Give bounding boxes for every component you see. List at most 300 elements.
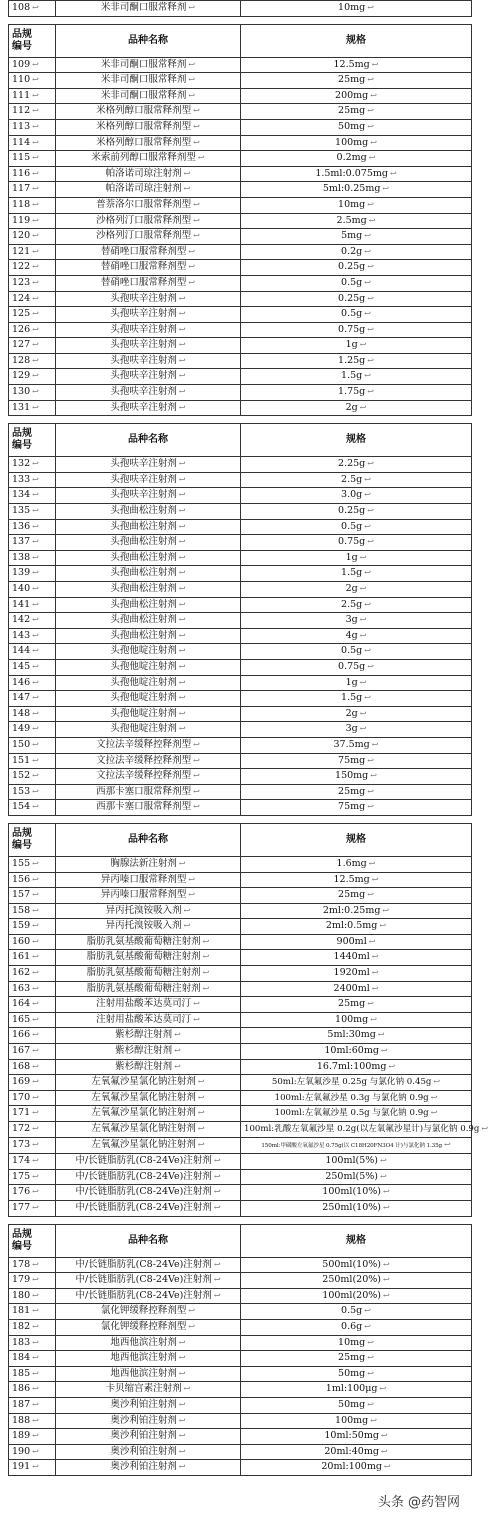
return-mark: ↩: [383, 1275, 390, 1285]
row-spec: [241, 1169, 472, 1185]
row-spec-text: 12.5mg: [333, 58, 370, 70]
row-drug-name: [56, 934, 241, 950]
row-spec-text: 0.75g: [338, 660, 366, 672]
row-spec-text: 2.25g: [338, 458, 366, 470]
table-row: [9, 934, 472, 950]
row-spec: [241, 488, 472, 504]
return-mark: ↩: [32, 137, 39, 147]
return-mark: ↩: [32, 459, 39, 469]
table-row: [9, 919, 472, 935]
table-row: [9, 800, 472, 816]
return-mark: ↩: [380, 1046, 388, 1056]
return-mark: ↩: [178, 1337, 186, 1347]
return-mark: ↩: [32, 153, 39, 163]
return-mark: ↩: [32, 1014, 39, 1024]
row-drug-name-text: 左氧氟沙星氯化钠注射剂: [91, 1107, 196, 1119]
row-spec-text: 0.5g: [341, 276, 363, 288]
row-spec: [241, 950, 472, 966]
row-code-text: 146: [12, 676, 31, 688]
row-code-text: 164: [12, 998, 31, 1010]
table-row: [9, 291, 472, 307]
return-mark: ↩: [193, 106, 200, 116]
row-code-text: 155: [12, 857, 31, 869]
return-mark: ↩: [367, 1368, 374, 1378]
return-mark: ↩: [32, 1415, 39, 1425]
return-mark: ↩: [197, 1140, 205, 1150]
row-drug-name-text: 头孢他啶注射剂: [110, 660, 177, 672]
return-mark: ↩: [188, 874, 196, 884]
row-code: [9, 934, 56, 950]
return-mark: ↩: [32, 293, 39, 303]
row-drug-name: [56, 369, 241, 385]
return-mark: ↩: [32, 1462, 39, 1472]
row-spec-text: 0.25g: [338, 505, 366, 517]
row-drug-name: [56, 1413, 241, 1429]
return-mark: ↩: [32, 905, 39, 915]
row-spec-text: 2g: [345, 583, 358, 594]
return-mark: ↩: [188, 75, 196, 85]
return-mark: ↩: [359, 552, 367, 562]
header-spec-text: 规格: [346, 434, 366, 446]
row-code: [9, 1257, 56, 1273]
return-mark: ↩: [188, 3, 196, 12]
row-code-text: 132: [12, 458, 31, 470]
row-spec: [241, 1075, 472, 1091]
row-spec-text: 25mg: [338, 105, 366, 117]
row-spec-text: 2.5g: [341, 473, 363, 485]
row-code: [9, 675, 56, 691]
row-spec-text: 3.0g: [341, 489, 363, 501]
row-drug-name-text: 注射用盐酸苯达莫司汀: [96, 998, 192, 1010]
row-spec: [241, 1460, 472, 1476]
table-row: [9, 213, 472, 229]
table-row: [9, 1090, 472, 1106]
return-mark: ↩: [188, 890, 196, 900]
row-code: [9, 1137, 56, 1154]
row-drug-name: [56, 737, 241, 753]
row-spec-text: 25mg: [338, 889, 366, 901]
row-drug-name-text: 脂肪乳氨基酸葡萄糖注射剂: [86, 951, 201, 963]
row-spec: [241, 1444, 472, 1460]
row-code: [9, 1304, 56, 1320]
return-mark: ↩: [32, 1140, 39, 1150]
row-code-text: 179: [12, 1274, 31, 1286]
header-name: [56, 424, 241, 457]
row-drug-name: [56, 784, 241, 800]
return-mark: ↩: [213, 1171, 221, 1181]
row-spec: [241, 1028, 472, 1044]
row-drug-name-text: 米格列醇口服常释剂型: [96, 136, 192, 148]
table-row: [9, 1413, 472, 1429]
row-drug-name-text: 脂肪乳氨基酸葡萄糖注射剂: [86, 935, 201, 947]
return-mark: ↩: [178, 474, 186, 484]
return-mark: ↩: [32, 309, 39, 319]
return-mark: ↩: [370, 137, 377, 147]
table-row: [9, 888, 472, 904]
return-mark: ↩: [32, 1092, 39, 1102]
row-spec: [241, 338, 472, 354]
return-mark: ↩: [367, 355, 374, 365]
header-code-line1: 品规: [12, 428, 32, 440]
row-code-text: 183: [12, 1336, 31, 1348]
row-spec: [241, 1090, 472, 1106]
row-drug-name: [56, 385, 241, 401]
row-drug-name-text: 地西他滨注射剂: [110, 1352, 177, 1364]
row-code-text: 158: [12, 904, 31, 916]
row-spec-text: 0.2g: [341, 245, 363, 257]
return-mark: ↩: [364, 568, 371, 578]
table-row: [9, 385, 472, 401]
row-spec-text: 150ml:甲磺酸左氧氟沙星 0.75g(以 C18H20FN3O4 计)与氯化钠 1.35g: [261, 1142, 443, 1149]
row-spec-text: 25mg: [338, 1352, 366, 1364]
return-mark: ↩: [213, 1156, 221, 1166]
row-code: [9, 88, 56, 104]
table-header-row: [9, 1224, 472, 1257]
row-code: [9, 182, 56, 198]
return-mark: ↩: [367, 506, 374, 516]
row-drug-name: [56, 322, 241, 338]
row-spec-text: 1.5g: [341, 370, 363, 382]
return-mark: ↩: [359, 340, 367, 350]
row-drug-name: [56, 353, 241, 369]
drug-spec-table: [8, 0, 472, 17]
row-spec: [241, 135, 472, 151]
return-mark: ↩: [32, 215, 39, 225]
row-drug-name: [56, 1366, 241, 1382]
return-mark: ↩: [32, 490, 39, 500]
return-mark: ↩: [32, 646, 39, 656]
row-code-text: 175: [12, 1170, 31, 1182]
row-spec-text: 3g: [345, 723, 358, 735]
return-mark: ↩: [359, 584, 367, 593]
row-drug-name: [56, 613, 241, 629]
return-mark: ↩: [178, 340, 186, 350]
return-mark: ↩: [364, 599, 371, 609]
return-mark: ↩: [367, 3, 374, 12]
row-code-text: 127: [12, 339, 31, 351]
return-mark: ↩: [32, 106, 39, 116]
row-code: [9, 275, 56, 291]
row-spec: [241, 353, 472, 369]
row-drug-name: [56, 1012, 241, 1028]
row-code-text: 149: [12, 723, 31, 735]
row-drug-name-text: 米非司酮口服常释剂: [100, 58, 187, 70]
return-mark: ↩: [32, 1446, 39, 1456]
row-spec: [241, 1044, 472, 1060]
row-code-text: 169: [12, 1076, 31, 1088]
row-code: [9, 291, 56, 307]
row-drug-name: [56, 1200, 241, 1216]
return-mark: ↩: [379, 1156, 387, 1166]
table-row: [9, 737, 472, 753]
row-spec-text: 1g: [345, 339, 358, 351]
row-code-text: 170: [12, 1091, 31, 1103]
row-drug-name: [56, 919, 241, 935]
return-mark: ↩: [367, 199, 374, 209]
row-drug-name-text: 头孢呋辛注射剂: [110, 489, 177, 501]
row-drug-name-text: 米格列醇口服常释剂型: [96, 120, 192, 132]
row-drug-name: [56, 535, 241, 551]
row-drug-name-text: 左氧氟沙星氯化钠注射剂: [91, 1139, 196, 1151]
row-spec-text: 2.5g: [341, 598, 363, 610]
row-drug-name: [56, 1273, 241, 1289]
table-row: [9, 691, 472, 707]
return-mark: ↩: [32, 521, 39, 531]
return-mark: ↩: [202, 936, 210, 946]
row-spec: [241, 628, 472, 644]
return-mark: ↩: [364, 309, 371, 319]
return-mark: ↩: [367, 1353, 374, 1363]
row-code-text: 144: [12, 645, 31, 657]
row-drug-name-text: 头孢他啶注射剂: [110, 645, 177, 657]
return-mark: ↩: [32, 1275, 39, 1285]
row-code: [9, 613, 56, 629]
drug-spec-table: [8, 1224, 472, 1476]
return-mark: ↩: [380, 1431, 388, 1441]
row-drug-name-text: 异丙托溴铵吸入剂: [105, 904, 182, 916]
row-code: [9, 800, 56, 816]
row-spec: [241, 1382, 472, 1398]
row-spec: [241, 981, 472, 997]
row-code-text: 157: [12, 889, 31, 901]
row-drug-name-text: 氯化钾缓释控释剂型: [100, 1320, 187, 1332]
return-mark: ↩: [359, 708, 367, 718]
return-mark: ↩: [193, 739, 200, 749]
row-spec: [241, 784, 472, 800]
row-spec: [241, 291, 472, 307]
return-mark: ↩: [32, 231, 39, 241]
return-mark: ↩: [444, 1139, 451, 1149]
row-code-text: 137: [12, 536, 31, 548]
header-spec-text: 规格: [346, 1234, 366, 1246]
row-code-text: 189: [12, 1430, 31, 1442]
row-code: [9, 1413, 56, 1429]
row-spec-text: 150mg: [335, 770, 369, 782]
return-mark: ↩: [178, 552, 186, 562]
header-spec: [241, 424, 472, 457]
row-drug-name: [56, 1397, 241, 1413]
row-code-text: 154: [12, 801, 31, 813]
row-drug-name-text: 异丙嗪口服常释剂型: [100, 889, 187, 901]
table-row: [9, 369, 472, 385]
table-row: [9, 950, 472, 966]
row-code: [9, 1044, 56, 1060]
row-code-text: 166: [12, 1029, 31, 1041]
row-spec-text: 50mg: [338, 1398, 366, 1410]
row-spec: [241, 400, 472, 416]
return-mark: ↩: [383, 1187, 390, 1197]
return-mark: ↩: [197, 153, 205, 163]
return-mark: ↩: [188, 277, 196, 287]
row-drug-name-text: 中/长链脂肪乳(C8-24Ve)注射剂: [75, 1186, 212, 1198]
return-mark: ↩: [32, 983, 39, 993]
row-drug-name: [56, 229, 241, 245]
row-spec-text: 50mg: [338, 1367, 366, 1379]
row-spec-text: 1.5ml:0.075mg: [315, 167, 388, 179]
return-mark: ↩: [32, 1306, 39, 1316]
header-name-text: 品种名称: [128, 833, 168, 845]
return-mark: ↩: [32, 1431, 39, 1441]
return-mark: ↩: [32, 1046, 39, 1056]
row-spec-text: 250ml(10%): [322, 1201, 381, 1213]
return-mark: ↩: [371, 59, 379, 69]
row-drug-name-text: 头孢曲松注射剂: [110, 598, 177, 610]
row-drug-name: [56, 1429, 241, 1445]
row-code: [9, 659, 56, 675]
return-mark: ↩: [389, 168, 397, 178]
row-spec: [241, 1351, 472, 1367]
return-mark: ↩: [178, 615, 186, 625]
row-code: [9, 1106, 56, 1122]
return-mark: ↩: [383, 1259, 390, 1269]
row-drug-name-text: 米格列醇口服常释剂型: [96, 105, 192, 117]
row-code-text: 133: [12, 473, 31, 485]
return-mark: ↩: [32, 890, 39, 900]
return-mark: ↩: [188, 90, 196, 100]
return-mark: ↩: [188, 1321, 196, 1331]
row-spec-text: 1920ml: [333, 967, 370, 979]
row-code-text: 116: [12, 167, 31, 179]
table-row: [9, 1075, 472, 1091]
return-mark: ↩: [367, 1399, 374, 1409]
return-mark: ↩: [197, 1077, 205, 1087]
return-mark: ↩: [178, 708, 186, 718]
row-code: [9, 322, 56, 338]
row-spec: [241, 1012, 472, 1028]
row-spec-text: 75mg: [338, 754, 366, 766]
return-mark: ↩: [359, 402, 367, 412]
return-mark: ↩: [379, 1171, 387, 1181]
table-row: [9, 400, 472, 416]
row-code-text: 129: [12, 370, 31, 382]
row-drug-name-text: 异丙嗪口服常释剂型: [100, 873, 187, 885]
row-code-text: 182: [12, 1320, 31, 1332]
row-spec: [241, 706, 472, 722]
table-row: [9, 307, 472, 323]
table-row: [9, 135, 472, 151]
return-mark: ↩: [371, 874, 379, 884]
return-mark: ↩: [364, 521, 371, 531]
row-drug-name: [56, 628, 241, 644]
row-code-text: 113: [12, 120, 31, 132]
row-drug-name: [56, 722, 241, 738]
row-drug-name-text: 头孢曲松注射剂: [110, 614, 177, 626]
row-drug-name: [56, 57, 241, 73]
row-drug-name-text: 头孢他啶注射剂: [110, 692, 177, 704]
header-code-line1: 品规: [12, 827, 32, 839]
return-mark: ↩: [32, 1368, 39, 1378]
row-spec: [241, 457, 472, 473]
row-code-text: 188: [12, 1414, 31, 1426]
return-mark: ↩: [371, 739, 379, 749]
row-code-text: 180: [12, 1289, 31, 1301]
row-code-text: 147: [12, 692, 31, 704]
row-code: [9, 488, 56, 504]
table-row: [9, 73, 472, 89]
return-mark: ↩: [178, 1353, 186, 1363]
row-spec: [241, 675, 472, 691]
return-mark: ↩: [359, 724, 367, 734]
row-spec-text: 75mg: [338, 801, 366, 813]
row-spec: [241, 535, 472, 551]
header-code-line2: 编号: [12, 1240, 32, 1252]
row-code: [9, 166, 56, 182]
row-spec-text: 100ml:左氧氟沙星 0.3g 与氯化钠 0.9g: [274, 1092, 429, 1103]
row-drug-name-text: 头孢曲松注射剂: [110, 505, 177, 517]
row-code-text: 184: [12, 1352, 31, 1364]
row-drug-name-text: 头孢呋辛注射剂: [110, 473, 177, 485]
row-drug-name: [56, 1169, 241, 1185]
row-drug-name-text: 头孢曲松注射剂: [110, 629, 177, 641]
table-row: [9, 613, 472, 629]
table-row: [9, 275, 472, 291]
return-mark: ↩: [388, 1061, 396, 1071]
row-drug-name: [56, 1154, 241, 1170]
row-code: [9, 104, 56, 120]
row-code-text: 178: [12, 1258, 31, 1270]
row-spec: [241, 1122, 488, 1138]
section-gap: [0, 416, 480, 423]
return-mark: ↩: [178, 1399, 186, 1409]
table-row: [9, 457, 472, 473]
row-code: [9, 1169, 56, 1185]
row-drug-name: [56, 550, 241, 566]
row-code-text: 159: [12, 920, 31, 932]
row-code: [9, 229, 56, 245]
return-mark: ↩: [32, 474, 39, 484]
row-drug-name-text: 头孢呋辛注射剂: [110, 292, 177, 304]
row-drug-name: [56, 1444, 241, 1460]
return-mark: ↩: [178, 371, 186, 381]
header-spec: [241, 823, 472, 856]
section-gap: [0, 816, 480, 823]
row-spec: [241, 769, 472, 785]
row-drug-name-text: 西那卡塞口服常释剂型: [96, 801, 192, 813]
table-row: [9, 784, 472, 800]
return-mark: ↩: [32, 90, 39, 100]
header-spec: [241, 24, 472, 57]
table-header-row: [9, 24, 472, 57]
row-drug-name: [56, 166, 241, 182]
row-drug-name-text: 米索前列醇口服常释剂型: [91, 152, 196, 164]
row-drug-name: [56, 504, 241, 520]
row-code: [9, 872, 56, 888]
table-row: [9, 322, 472, 338]
row-spec-text: 0.75g: [338, 536, 366, 548]
row-spec: [241, 597, 472, 613]
header-code: [9, 424, 56, 457]
row-code-text: 110: [12, 74, 31, 86]
row-spec: [241, 1335, 472, 1351]
row-code-text: 162: [12, 967, 31, 979]
row-code: [9, 400, 56, 416]
table-row: [9, 472, 472, 488]
header-spec: [241, 1224, 472, 1257]
row-drug-name-text: 头孢呋辛注射剂: [110, 308, 177, 320]
row-drug-name: [56, 950, 241, 966]
table-row: [9, 119, 472, 135]
return-mark: ↩: [430, 1092, 438, 1102]
return-mark: ↩: [32, 724, 39, 734]
row-code: [9, 644, 56, 660]
row-spec-text: 10mg: [338, 1336, 366, 1348]
row-code: [9, 1012, 56, 1028]
table-row: [9, 519, 472, 535]
row-code-text: 140: [12, 583, 31, 594]
row-drug-name-text: 头孢曲松注射剂: [110, 551, 177, 563]
row-spec-text: 1.5g: [341, 567, 363, 579]
table-row: [9, 1169, 472, 1185]
